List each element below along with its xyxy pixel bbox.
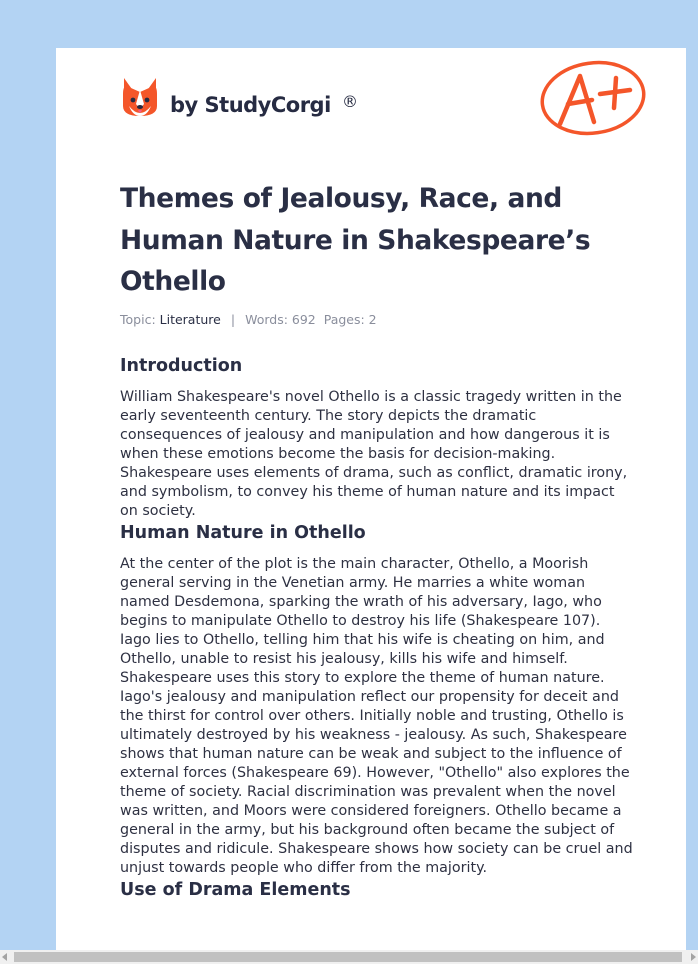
document-page <box>56 48 686 950</box>
essay-content <box>120 354 635 902</box>
section-paragraph: At the center of the plot is the main character, Othello, a Moorish general serving in the Venetian army. He marries a white woman named Desdemona, sparking the wrath of his adversary, Iago, who begins to manipulate Othello to destroy his life (Shakespeare 107). Iago lies to Othello, telling him that his wife is cheating on him, and Othello, unable to resist his jealousy, kills his wife and himself. Shakespeare uses this story to explore the theme of human nature. Iago's jealousy and manipulation reflect our propensity for deceit and the thirst for control over others. Initially noble and trusting, Othello is ultimately destroyed by his weakness - jealousy. As such, Shakespeare shows that human nature can be weak and subject to the influence of external forces (Shakespeare 69). However, "Othello" also explores the theme of society. Racial discrimination was prevalent when the novel was written, and Moors were considered foreigners. Othello became a general in the army, but his background often became the subject of disputes and ridicule. Shakespeare shows how society can be cruel and unjust towards people who differ from the majority. <box>120 556 633 876</box>
scroll-left-icon[interactable] <box>2 953 7 961</box>
essay-title: Themes of Jealousy, Race, and Human Nature in Shakespeare’s Othello <box>120 183 591 297</box>
essay-meta <box>120 312 377 327</box>
topic-link[interactable]: Literature <box>159 312 221 327</box>
section-heading: Introduction <box>120 356 243 376</box>
a-plus-grade-icon <box>538 58 648 140</box>
brand-name: by StudyCorgi <box>170 93 331 117</box>
topic-label: Topic: <box>120 312 156 327</box>
section-heading: Human Nature in Othello <box>120 523 366 543</box>
scroll-right-icon[interactable] <box>691 953 696 961</box>
word-count: Words: 692 <box>245 312 316 327</box>
page-count: Pages: 2 <box>323 312 377 327</box>
meta-separator: | <box>230 312 236 327</box>
section-paragraph: William Shakespeare's novel Othello is a classic tragedy written in the early seventeenth century. The story depicts the dramatic consequences of jealousy and manipulation and how dangerous it is when these emotions become the basis for decision-making. Shakespeare uses elements of drama, such as conflict, dramatic irony, and symbolism, to convey his theme of human nature and its impact on society. <box>120 389 628 519</box>
section-heading: Use of Drama Elements <box>120 880 351 900</box>
horizontal-scrollbar[interactable] <box>0 950 698 964</box>
scrollbar-thumb[interactable] <box>14 952 682 962</box>
studycorgi-logo[interactable] <box>120 76 358 120</box>
corgi-icon <box>120 76 160 120</box>
registered-mark: ® <box>342 92 358 111</box>
